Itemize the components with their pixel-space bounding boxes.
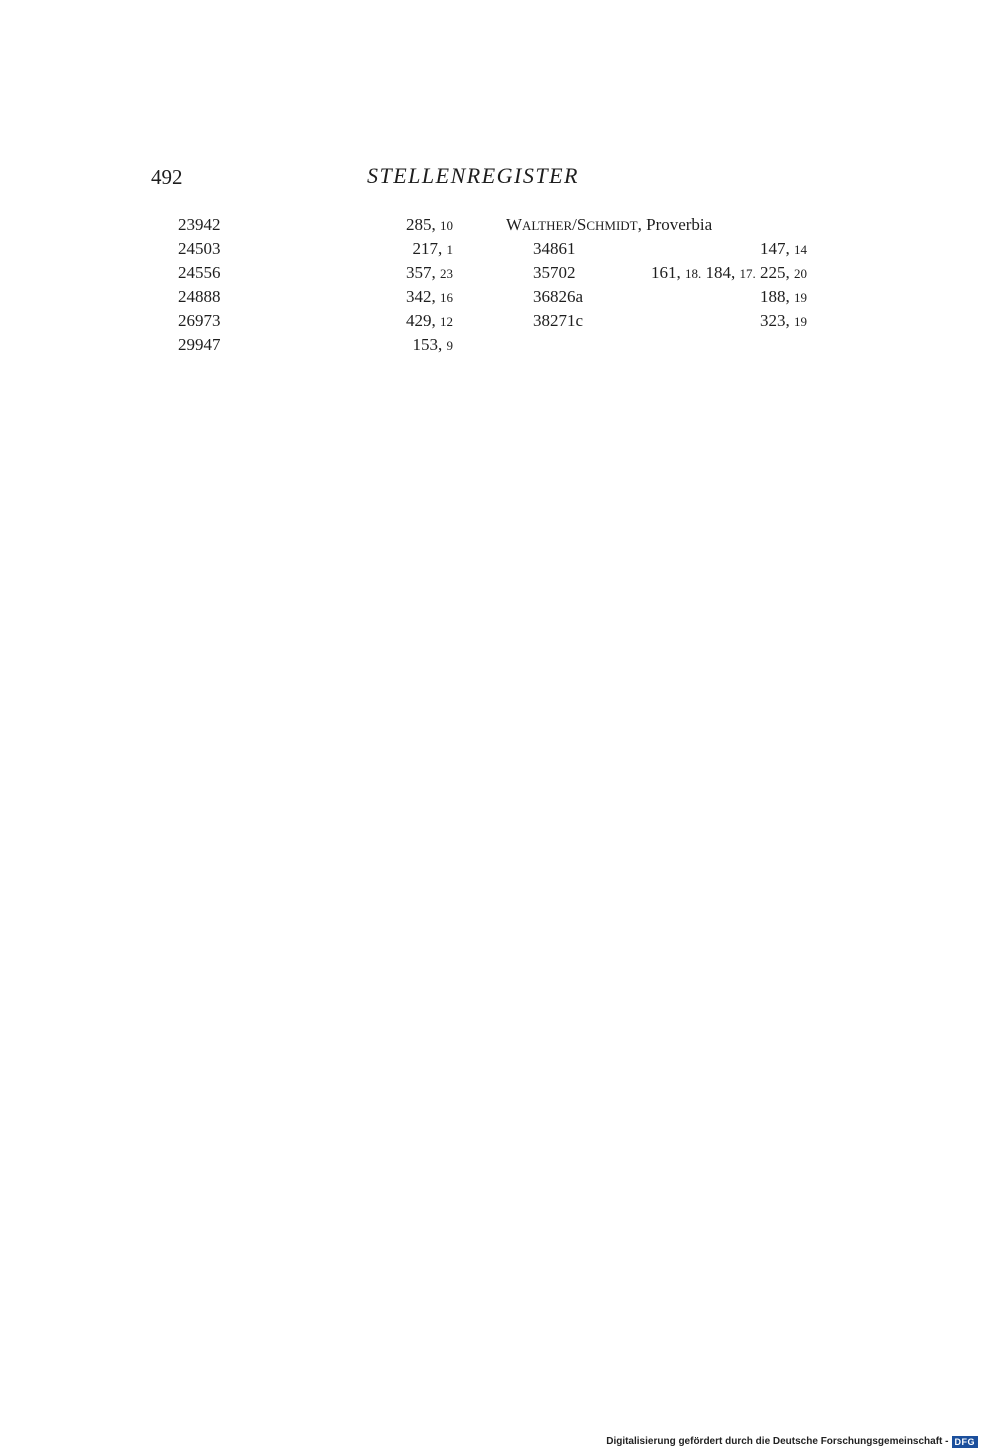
- ref-page: 217,: [412, 239, 443, 258]
- ref-line: 12: [440, 314, 453, 329]
- entry-key: 38271c: [533, 311, 584, 330]
- ref-line: 1: [446, 242, 453, 257]
- author-name: CHMIDT: [586, 218, 638, 233]
- author-initial: S: [576, 215, 587, 234]
- index-entry: [178, 310, 453, 334]
- entry-reference: [406, 286, 453, 309]
- index-entry: [178, 286, 453, 310]
- ref-page: 429,: [406, 311, 436, 330]
- ref-page: 323,: [760, 311, 790, 330]
- ref-line: 19: [794, 290, 807, 305]
- index-entry: [178, 238, 453, 262]
- ref-line: 23: [440, 266, 453, 281]
- entry-reference: [760, 238, 807, 261]
- entry-key: 29947: [178, 335, 221, 354]
- index-entry: [533, 238, 807, 262]
- entry-key: 36826a: [533, 287, 584, 306]
- ref-line: 19: [794, 314, 807, 329]
- entry-key: 34861: [533, 239, 576, 258]
- ref-line: 18.: [685, 266, 702, 281]
- entry-key: 24888: [178, 287, 221, 306]
- entry-reference: [413, 238, 454, 261]
- ref-line: 20: [794, 266, 807, 281]
- ref-page: 188,: [760, 287, 790, 306]
- entry-key: 23942: [178, 215, 221, 234]
- dfg-logo: DFG: [952, 1436, 979, 1448]
- index-entry: [178, 262, 453, 286]
- index-entry: [533, 262, 807, 286]
- ref-page: 161,: [651, 263, 681, 282]
- author-initial: W: [506, 215, 523, 234]
- ref-page: 225,: [755, 263, 790, 282]
- author-separator: /: [572, 215, 577, 234]
- entry-key: 24503: [178, 239, 221, 258]
- entry-reference: [760, 310, 807, 333]
- page-number: 492: [151, 165, 183, 189]
- ref-line: 9: [446, 338, 453, 353]
- ref-line: 16: [440, 290, 453, 305]
- ref-page: 342,: [406, 287, 436, 306]
- ref-page: 357,: [406, 263, 436, 282]
- running-title: STELLENREGISTER: [367, 163, 579, 188]
- index-entry: [533, 286, 807, 310]
- index-entry: [178, 214, 453, 238]
- index-entry: [533, 310, 807, 334]
- author-name: ALTHER: [522, 218, 573, 233]
- entry-reference: [406, 214, 453, 237]
- ref-page: 285,: [406, 215, 436, 234]
- entry-key: 26973: [178, 311, 221, 330]
- index-entry: [178, 334, 453, 358]
- entry-reference: [406, 310, 453, 333]
- entry-reference: [760, 286, 807, 309]
- entry-key: 24556: [178, 263, 221, 282]
- credit-text: Digitalisierung gefördert durch die Deutsche Forschungsgemeinschaft -: [606, 1436, 949, 1447]
- ref-page: 153,: [412, 335, 443, 354]
- entry-reference: [651, 262, 807, 285]
- ref-page: 147,: [760, 239, 790, 258]
- ref-line: 17.: [739, 266, 756, 281]
- ref-page: 184,: [701, 263, 736, 282]
- entry-key: 35702: [533, 263, 576, 282]
- ref-line: 10: [440, 218, 453, 233]
- source-heading: [506, 214, 712, 237]
- digitization-credit: [606, 1435, 978, 1449]
- source-title: , Proverbia: [637, 215, 713, 234]
- entry-reference: [406, 262, 453, 285]
- ref-line: 14: [794, 242, 807, 257]
- entry-reference: [413, 334, 454, 357]
